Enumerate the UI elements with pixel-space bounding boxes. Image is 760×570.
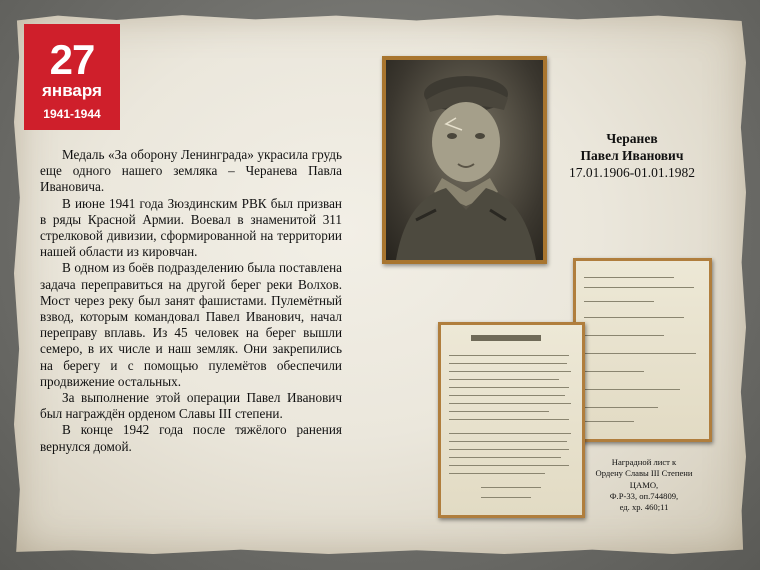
caption-line: Ордену Славы III Степени: [595, 468, 693, 479]
award-sheet-back-image: [576, 261, 709, 439]
caption-line: ед. хр. 460;11: [619, 502, 669, 513]
badge-month: января: [42, 81, 102, 100]
bio-paragraph: Медаль «За оборону Ленинграда» украсила грудь еще одного нашего земляка – Черанева Павла Ивановича.: [40, 147, 342, 195]
biography-text: [40, 147, 342, 455]
portrait-image: [386, 60, 543, 260]
award-sheet-front: [438, 322, 585, 518]
date-badge: [24, 24, 120, 130]
person-dates: 17.01.1906-01.01.1982: [569, 165, 695, 180]
person-given-names: Павел Иванович: [580, 148, 684, 163]
award-sheet-back: [573, 258, 712, 442]
caption-line: Наградной лист к: [611, 457, 677, 467]
bio-paragraph: В одном из боёв подразделению была поставлена задача переправиться на другой берег реки Волхов. Мост через реку был занят фашистами. Пулемётный взвод, которым командовал Павел Иванович, начал переправу вплавь. Из 45 человек на берег вышли семеро, в их числе и наш земляк. Они закрепились на берегу и с помощью пулемётов обеспечили продвижение остальных.: [40, 260, 342, 389]
caption-line: ЦАМО,: [629, 479, 659, 490]
caption-line: Ф.Р-33, оп.744809,: [609, 490, 679, 501]
document-caption: [584, 457, 704, 513]
badge-years: 1941-1944: [43, 107, 101, 121]
portrait-photo: [382, 56, 547, 264]
person-name-block: [552, 130, 712, 181]
bio-paragraph: В июне 1941 года Зюздинским РВК был призван в ряды Красной Армии. Воевал в знаменитой 311 стрелковой дивизии, сформированной на территории нашей области из кировчан.: [40, 195, 342, 260]
bio-paragraph: За выполнение этой операции Павел Иванович был награждён орденом Славы III степени.: [40, 390, 342, 422]
bio-paragraph: В конце 1942 года после тяжёлого ранения вернулся домой.: [40, 422, 342, 454]
award-sheet-front-image: [441, 325, 582, 515]
badge-day: 27: [49, 36, 95, 83]
person-surname: Черанев: [606, 131, 658, 146]
